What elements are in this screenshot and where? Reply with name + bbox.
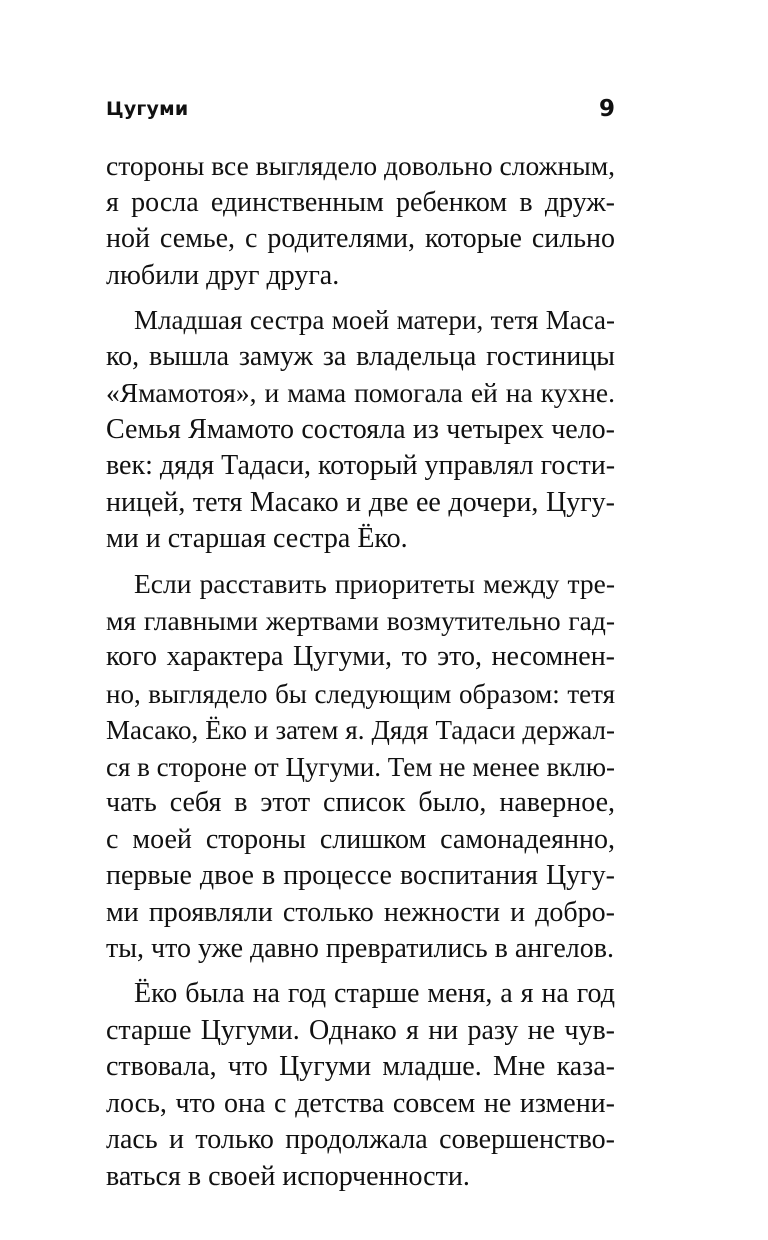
text-line: ты, что уже давно превратились в ангелов. bbox=[106, 933, 614, 965]
text-line: но, выглядело бы следующим образом: тетя bbox=[106, 678, 615, 709]
paragraph-2 bbox=[106, 302, 615, 558]
paragraph-4 bbox=[106, 976, 615, 1195]
text-line: любили друг друга. bbox=[106, 259, 340, 291]
text-line: с моей стороны слишком самонадеянно, bbox=[106, 823, 615, 855]
text-line: я росла единственным ребенком в друж- bbox=[106, 186, 615, 218]
running-title: Цугуми bbox=[106, 98, 189, 120]
text-line: век: дядя Тадаси, который управлял гости- bbox=[106, 450, 616, 482]
text-line: Если расставить приоритеты между тре- bbox=[134, 568, 615, 600]
text-line: старше Цугуми. Однако я ни разу не чув- bbox=[106, 1014, 615, 1046]
text-line: ко, вышла замуж за владельца гостиницы bbox=[106, 340, 615, 372]
body-text bbox=[106, 148, 615, 1195]
text-line: Семья Ямамото состояла из четырех чело- bbox=[106, 413, 615, 445]
text-line: Младшая сестра моей матери, тетя Маса- bbox=[134, 305, 615, 336]
text-line: ваться в своей испорченности. bbox=[106, 1160, 470, 1192]
page-number: 9 bbox=[598, 96, 615, 122]
text-line: ствовала, что Цугуми младше. Мне каза- bbox=[106, 1051, 615, 1083]
text-line: стороны все выглядело довольно сложным, bbox=[106, 150, 615, 181]
text-line: ницей, тетя Масако и две ее дочери, Цугу- bbox=[106, 486, 615, 518]
text-line: кого характера Цугуми, то это, несомнен- bbox=[106, 641, 615, 673]
text-line: Ёко была на год старше меня, а я на год bbox=[134, 978, 615, 1010]
text-line: чать себя в этот список было, наверное, bbox=[106, 787, 615, 819]
text-line: ся в стороне от Цугуми. Тем не менее вклю- bbox=[106, 751, 615, 782]
text-line: ной семье, с родителями, которые сильно bbox=[106, 223, 615, 255]
paragraph-1 bbox=[106, 148, 615, 294]
text-line: Масако, Ёко и затем я. Дядя Тадаси держал- bbox=[106, 715, 615, 746]
text-line: лось, что она с детства совсем не измени- bbox=[106, 1087, 615, 1119]
page-header bbox=[106, 98, 615, 138]
paragraph-3 bbox=[106, 566, 615, 968]
text-line: лась и только продолжала совершенство- bbox=[106, 1124, 615, 1156]
text-line: ми и старшая сестра Ёко. bbox=[106, 523, 408, 555]
text-line: «Ямамотоя», и мама помогала ей на кухне. bbox=[106, 377, 615, 409]
text-line: мя главными жертвами возмутительно гад- bbox=[106, 604, 615, 636]
text-line: первые двое в процессе воспитания Цугу- bbox=[106, 860, 615, 892]
text-line: ми проявляли столько нежности и добро- bbox=[106, 896, 615, 928]
